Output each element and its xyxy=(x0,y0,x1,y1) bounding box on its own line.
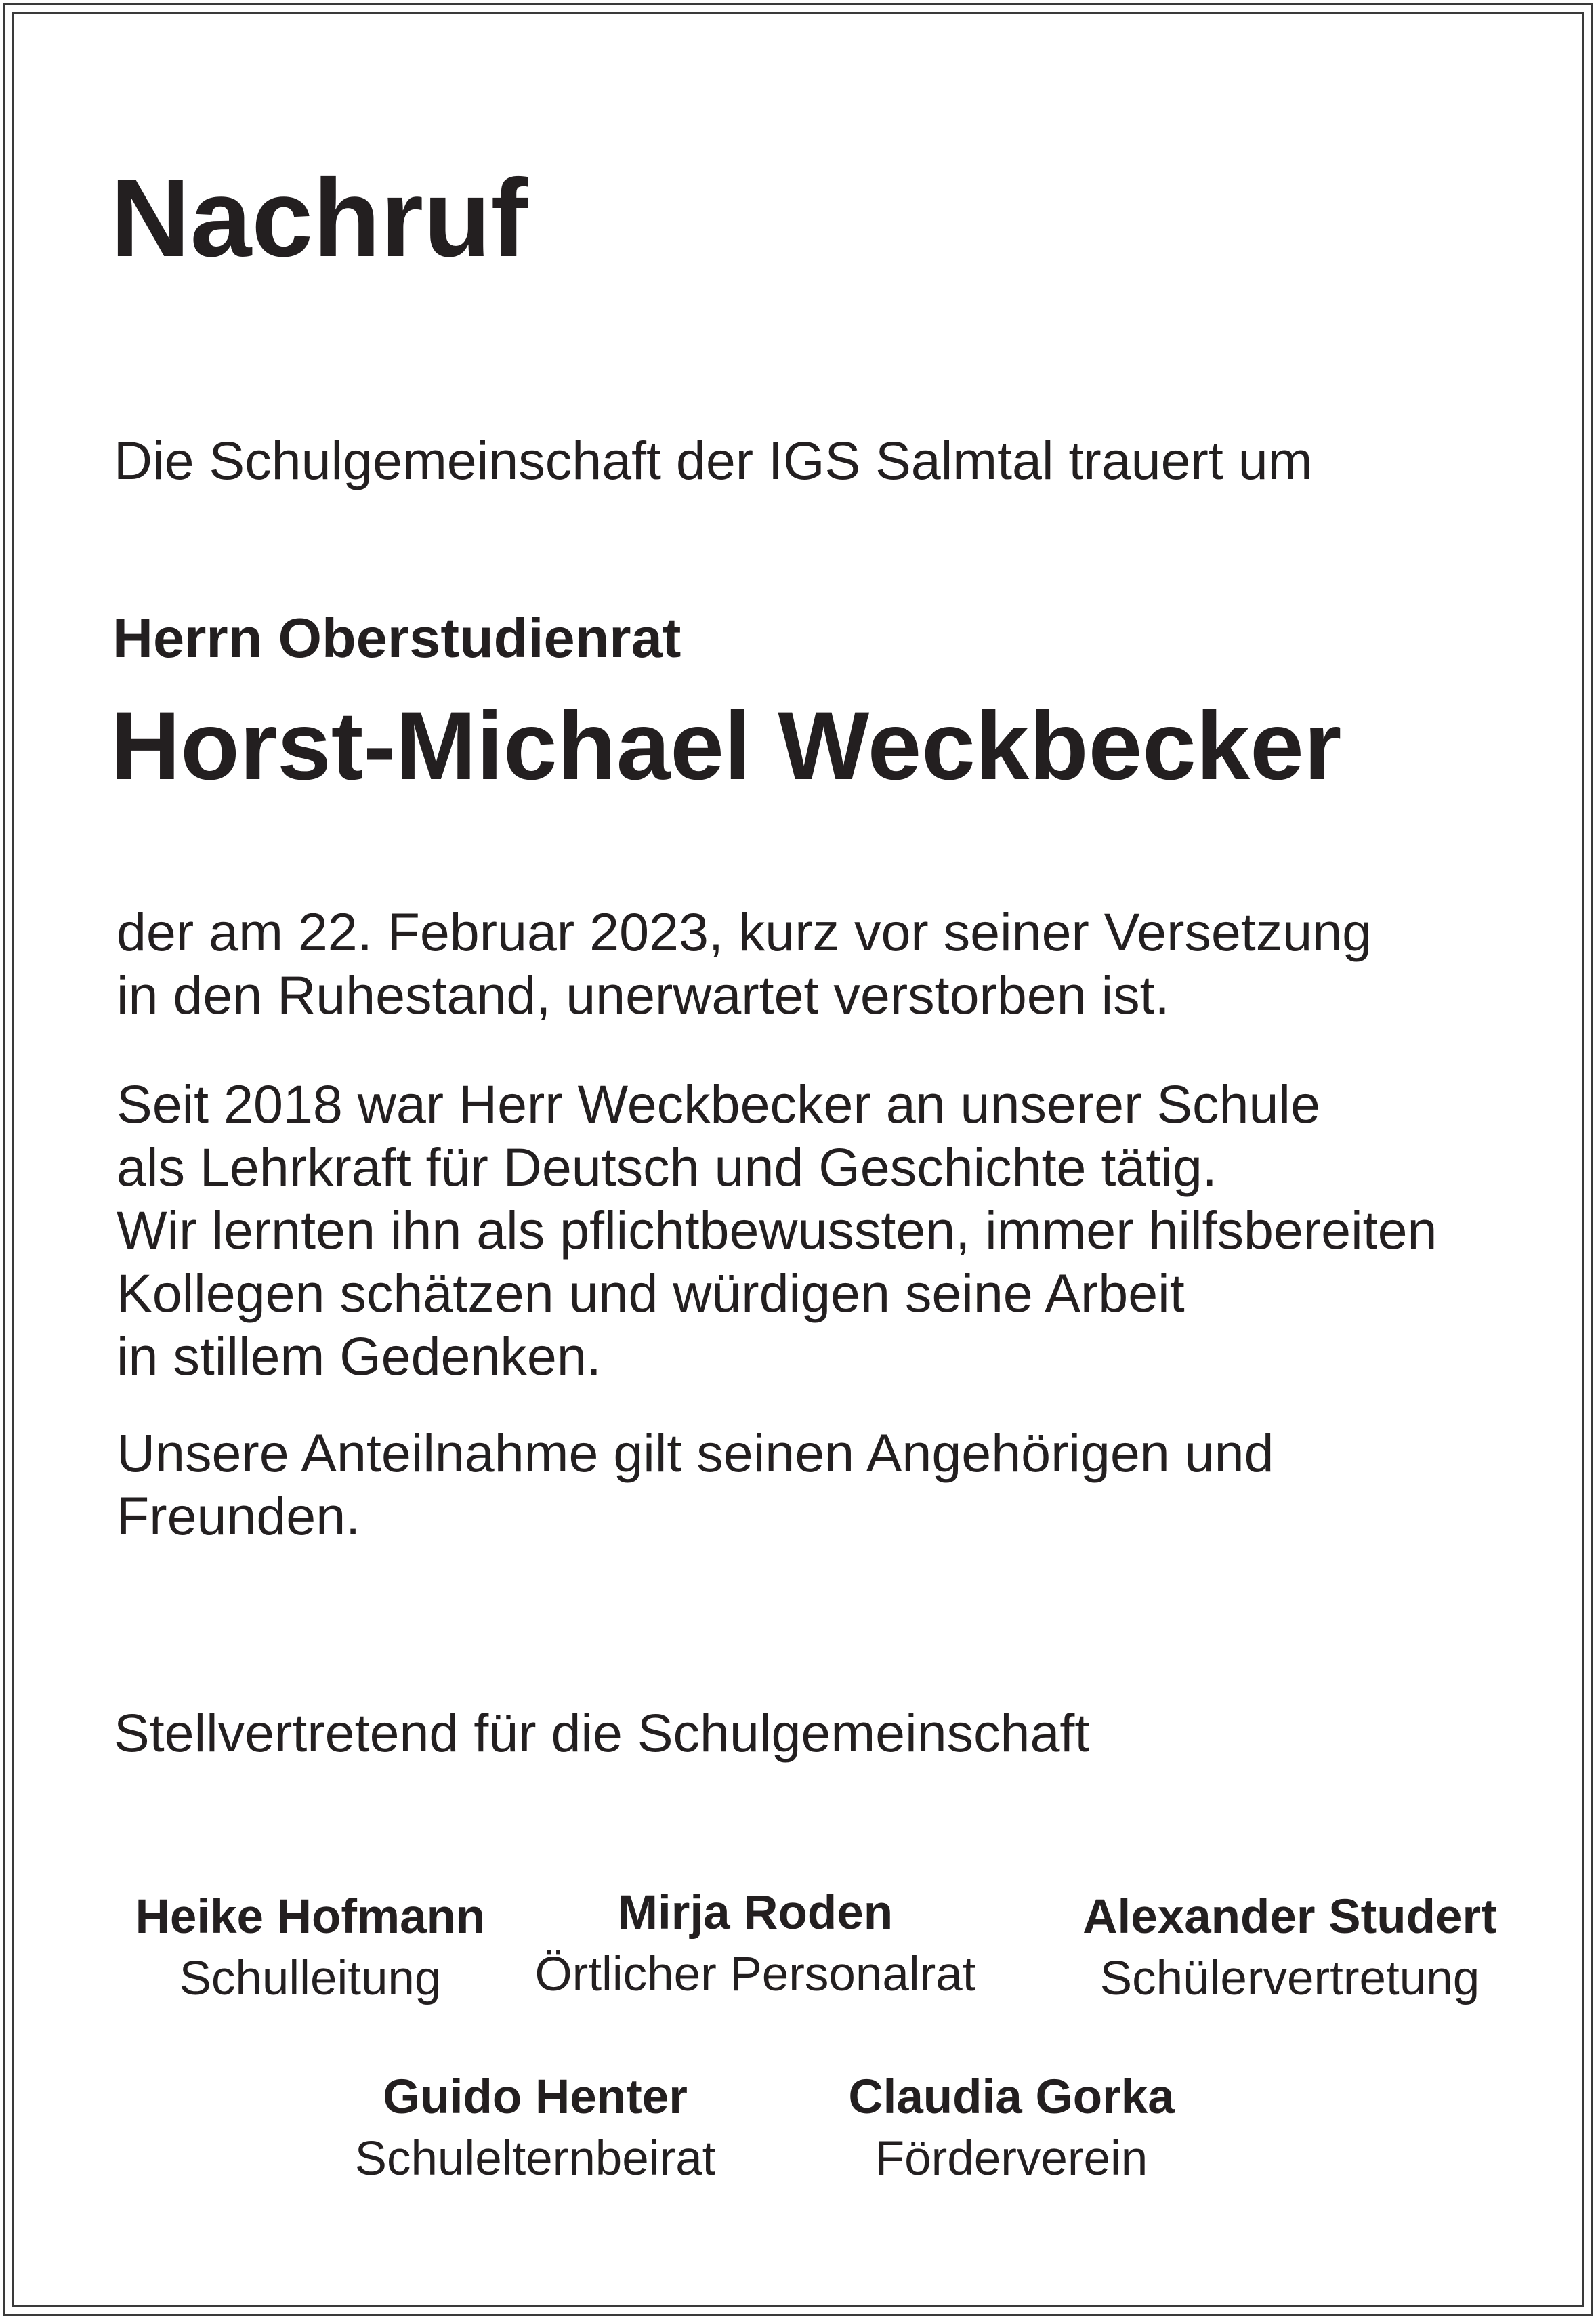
paragraph-line: in stillem Gedenken. xyxy=(117,1326,602,1386)
signatory xyxy=(498,1886,1013,2001)
signoff-text: Stellvertretend für die Schulgemeinschaft xyxy=(114,1702,1090,1763)
intro-text: Die Schulgemeinschaft der IGS Salmtal trauert um xyxy=(114,430,1313,490)
paragraph-death-notice xyxy=(117,900,1372,1026)
paragraph-line: Kollegen schätzen und würdigen seine Arbeit xyxy=(117,1263,1185,1323)
paragraph-line: als Lehrkraft für Deutsch und Geschichte tätig. xyxy=(117,1137,1217,1197)
signatory xyxy=(754,2070,1269,2186)
signatory-name: Guido Henter xyxy=(383,2070,688,2124)
obituary-title: Nachruf xyxy=(110,156,528,280)
signatory-role: Förderverein xyxy=(875,2132,1148,2186)
paragraph-line: in den Ruhestand, unerwartet verstorben ist. xyxy=(117,965,1170,1025)
signatory xyxy=(278,2070,793,2186)
signatory-role: Örtlicher Personalrat xyxy=(534,1948,976,2001)
paragraph-line: der am 22. Februar 2023, kurz vor seiner Versetzung xyxy=(117,902,1372,962)
deceased-name: Horst-Michael Weckbecker xyxy=(110,692,1342,800)
signatory-name: Claudia Gorka xyxy=(848,2070,1175,2124)
signatory-name: Heike Hofmann xyxy=(135,1890,486,1944)
signatory-role: Schulelternbeirat xyxy=(354,2132,716,2186)
signatory-role: Schülervertretung xyxy=(1099,1952,1480,2005)
paragraph-tribute xyxy=(117,1072,1437,1387)
paragraph-line: Freunden. xyxy=(117,1486,361,1546)
paragraph-line: Wir lernten ihn als pflichtbewussten, immer hilfsbereiten xyxy=(117,1200,1437,1260)
paragraph-line: Seit 2018 war Herr Weckbecker an unserer Schule xyxy=(117,1074,1320,1134)
signatory xyxy=(53,1890,568,2005)
honorific: Herrn Oberstudienrat xyxy=(112,606,681,669)
signatory-role: Schulleitung xyxy=(179,1952,442,2005)
signatory xyxy=(1032,1890,1547,2005)
paragraph-condolences xyxy=(117,1421,1274,1547)
signatory-name: Alexander Studert xyxy=(1083,1890,1497,1944)
paragraph-line: Unsere Anteilnahme gilt seinen Angehörigen und xyxy=(117,1423,1274,1483)
signatory-name: Mirja Roden xyxy=(617,1886,894,1940)
